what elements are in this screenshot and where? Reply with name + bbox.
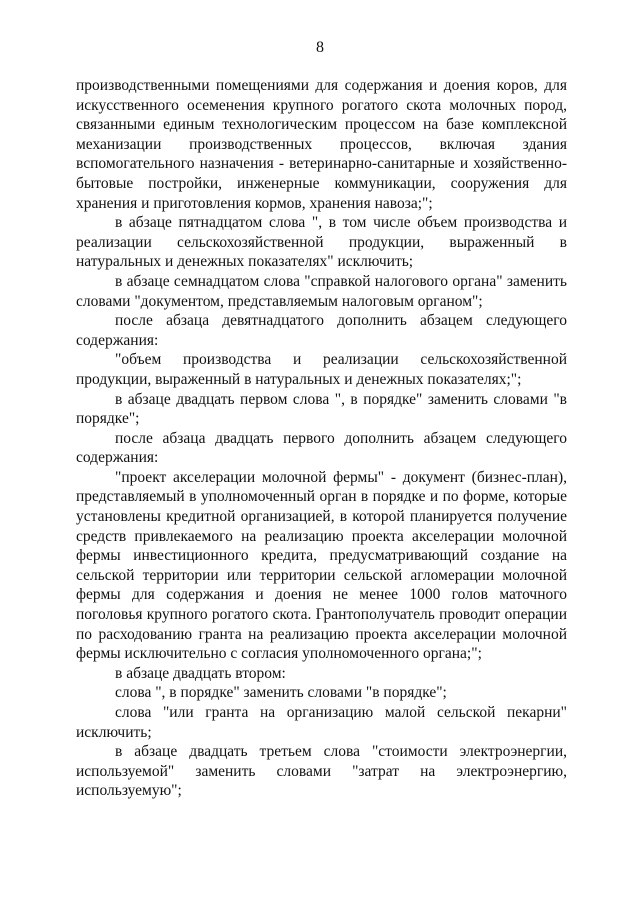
paragraph-8: "проект акселерации молочной фермы" - документ (бизнес-план), представляемый в уполномоченный орган в порядке и по форме, которые установлены кредитной организацией, в которой планируется получение средств привлекаемого на реализацию проекта акселерации молочной фермы инвестиционного кредита, предусматривающий создание на сельской территории или территории сельской агломерации молочной фермы для содержания и доения не менее 1000 голов маточного поголовья крупного рогатого скота. Грантополучатель проводит операции по расходованию гранта на реализацию проекта акселерации молочной фермы исключительно с согласия уполномоченного органа;"; — [76, 468, 567, 663]
paragraph-4: после абзаца девятнадцатого дополнить абзацем следующего содержания: — [76, 312, 567, 349]
paragraph-3: в абзаце семнадцатом слова "справкой налогового органа" заменить словами "документом, представляемым налоговым органом"; — [76, 272, 567, 310]
paragraph-1: производственными помещениями для содержания и доения коров, для искусственного осеменения крупного рогатого скота молочных пород, связанными единым технологическим процессом на базе комплексной механизации производственных процессов, включая здания вспомогательного назначения - ветеринарно-санитарные и хозяйственно-бытовые постройки, инженерные коммуникации, сооружения для хранения и приготовления кормов, хранения навоза;"; — [76, 77, 567, 212]
page-number: 8 — [316, 39, 324, 56]
paragraph-9: в абзаце двадцать втором: — [115, 664, 286, 682]
paragraph-5: "объем производства и реализации сельскохозяйственной продукции, выраженный в натуральных и денежных показателях;"; — [76, 351, 567, 388]
paragraph-6: в абзаце двадцать первом слова ", в порядке" заменить словами "в порядке"; — [76, 390, 567, 428]
paragraph-2: в абзаце пятнадцатом слова ", в том числе объем производства и реализации сельскохозяйственной продукции, выраженный в натуральных и денежных показателях" исключить; — [76, 214, 567, 271]
paragraph-7: после абзаца двадцать первого дополнить абзацем следующего содержания: — [76, 429, 567, 467]
paragraph-10: слова ", в порядке" заменить словами "в порядке"; — [115, 684, 447, 702]
document-body — [76, 76, 567, 801]
paragraph-11: слова "или гранта на организацию малой сельской пекарни" исключить; — [76, 704, 567, 741]
paragraph-12: в абзаце двадцать третьем слова "стоимости электроэнергии, используемой" заменить словами "затрат на электроэнергию, используемую"; — [76, 743, 567, 800]
